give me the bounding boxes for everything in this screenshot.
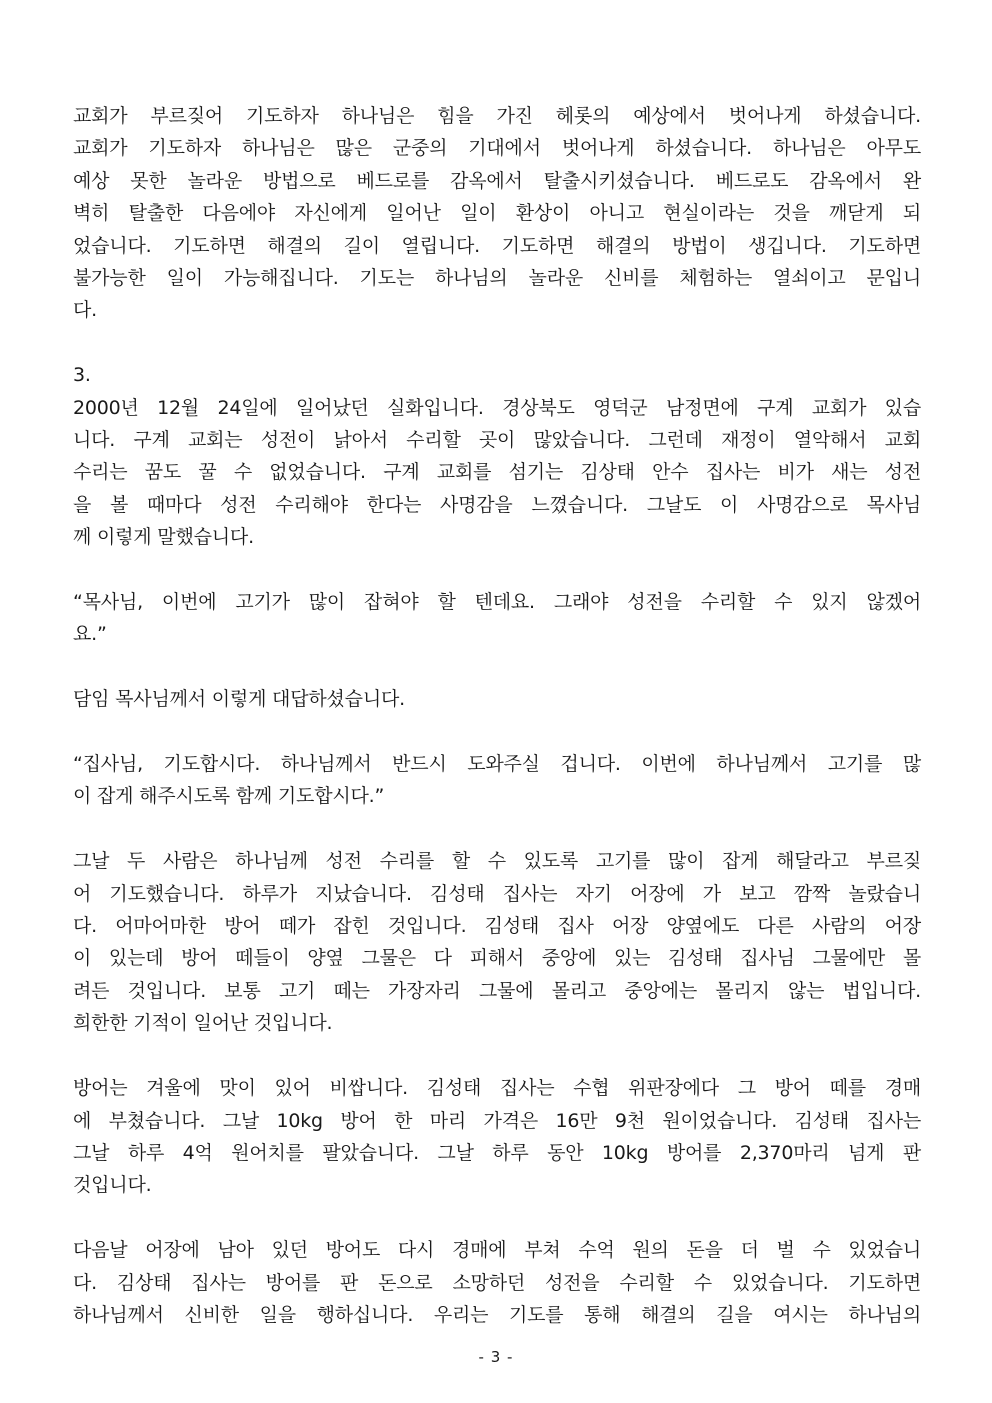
text-line: 불가능한 일이 가능해집니다. 기도는 하나님의 놀라운 신비를 체험하는 열쇠이고 문입니 — [73, 267, 921, 290]
text-line: 예상 못한 놀라운 방법으로 베드로를 감옥에서 탈출시키셨습니다. 베드로도 감옥에서 완 — [73, 169, 921, 192]
text-line: 수리는 꿈도 꿀 수 없었습니다. 구계 교회를 섬기는 김상태 안수 집사는 비가 새는 성전 — [73, 461, 921, 484]
text-line: 을 볼 때마다 성전 수리해야 한다는 사명감을 느꼈습니다. 그날도 이 사명감으로 목사님 — [73, 493, 921, 516]
text-line: 었습니다. 기도하면 해결의 길이 열립니다. 기도하면 해결의 방법이 생깁니다. 기도하면 — [73, 234, 921, 257]
text-line: 이 잡게 해주시도록 함께 기도합시다.” — [73, 785, 385, 808]
paragraph-spacer — [73, 651, 921, 683]
paragraph-spacer — [73, 1202, 921, 1234]
text-line: 것입니다. — [73, 1174, 152, 1197]
text-line: 께 이렇게 말했습니다. — [73, 526, 254, 549]
text-line: 에 부쳤습니다. 그날 10kg 방어 한 마리 가격은 16만 9천 원이었습니다. 김성태 집사는 — [73, 1109, 921, 1132]
paragraph-spacer — [73, 716, 921, 748]
section-number: 3. — [73, 364, 91, 387]
text-line: 다. 어마어마한 방어 떼가 잡힌 것입니다. 김성태 집사 어장 양옆에도 다른 사람의 어장 — [73, 915, 921, 938]
paragraph-next-day — [73, 1234, 921, 1331]
text-line: 어 기도했습니다. 하루가 지났습니다. 김성태 집사는 자기 어장에 가 보고 깜짝 놀랐습니 — [73, 882, 921, 905]
paragraph-spacer — [73, 813, 921, 845]
text-line: 요.” — [73, 623, 107, 646]
text-line: 그날 하루 4억 원어치를 팔았습니다. 그날 하루 동안 10kg 방어를 2,370마리 넘게 판 — [73, 1141, 921, 1164]
text-line: 려든 것입니다. 보통 고기 떼는 가장자리 그물에 몰리고 중앙에는 몰리지 않는 법입니다. — [73, 979, 921, 1002]
text-line: 교회가 부르짖어 기도하자 하나님은 힘을 가진 헤롯의 예상에서 벗어나게 하셨습니다. — [73, 105, 921, 127]
paragraph-pastor-reply-intro — [73, 683, 921, 715]
text-line: 담임 목사님께서 이렇게 대답하셨습니다. — [73, 688, 405, 711]
body-text — [73, 100, 921, 1331]
paragraph-section-3 — [73, 359, 921, 553]
paragraph-deacon-quote — [73, 586, 921, 651]
text-line: 다. — [73, 299, 97, 322]
paragraph-pastor-quote — [73, 748, 921, 813]
paragraph-prayer-escape — [73, 100, 921, 327]
paragraph-auction — [73, 1072, 921, 1202]
text-line: “집사님, 기도합시다. 하나님께서 반드시 도와주실 겁니다. 이번에 하나님께서 고기를 많 — [73, 753, 921, 776]
text-line: 벽히 탈출한 다음에야 자신에게 일어난 일이 환상이 아니고 현실이라는 것을 깨닫게 되 — [73, 202, 921, 225]
text-line: 하나님께서 신비한 일을 행하십니다. 우리는 기도를 통해 해결의 길을 여시는 하나님의 — [73, 1303, 921, 1326]
text-line: 방어는 겨울에 맛이 있어 비쌉니다. 김성태 집사는 수협 위판장에다 그 방어 떼를 경매 — [73, 1077, 921, 1100]
text-line: “목사님, 이번에 고기가 많이 잡혀야 할 텐데요. 그래야 성전을 수리할 수 있지 않겠어 — [73, 591, 921, 614]
text-line: 교회가 기도하자 하나님은 많은 군중의 기대에서 벗어나게 하셨습니다. 하나님은 아무도 — [73, 137, 921, 160]
text-line: 다. 김상태 집사는 방어를 판 돈으로 소망하던 성전을 수리할 수 있었습니다. 기도하면 — [73, 1271, 921, 1294]
paragraph-spacer — [73, 327, 921, 359]
page-number: - 3 - — [478, 1348, 514, 1366]
text-line: 다음날 어장에 남아 있던 방어도 다시 경매에 부쳐 수억 원의 돈을 더 벌 수 있었습니 — [73, 1239, 921, 1262]
text-line: 희한한 기적이 일어난 것입니다. — [73, 1012, 333, 1035]
paragraph-spacer — [73, 554, 921, 586]
paragraph-miracle-catch — [73, 845, 921, 1039]
paragraph-spacer — [73, 1040, 921, 1072]
text-line: 이 있는데 방어 떼들이 양옆 그물은 다 피해서 중앙에 있는 김성태 집사님 그물에만 몰 — [73, 947, 921, 970]
text-line: 니다. 구계 교회는 성전이 낡아서 수리할 곳이 많았습니다. 그런데 재정이 열악해서 교회 — [73, 429, 921, 452]
text-line: 2000년 12월 24일에 일어났던 실화입니다. 경상북도 영덕군 남정면에 구계 교회가 있습 — [73, 396, 921, 419]
text-line: 그날 두 사람은 하나님께 성전 수리를 할 수 있도록 고기를 많이 잡게 해달라고 부르짖 — [73, 850, 921, 873]
